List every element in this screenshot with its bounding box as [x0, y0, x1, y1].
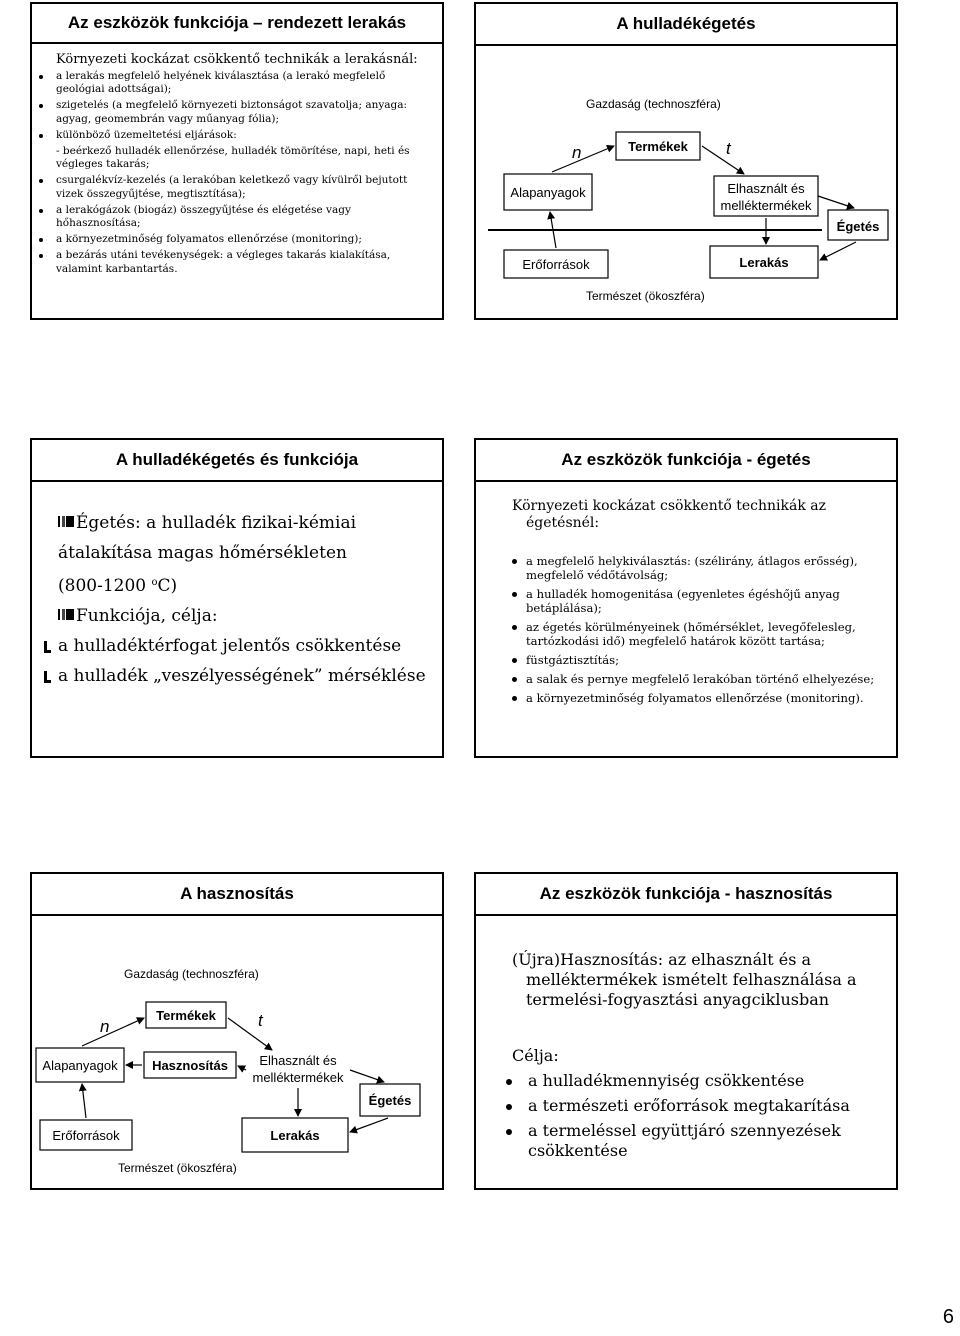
slide-title: A hulladékégetés	[476, 4, 896, 46]
corner-bullet-icon	[44, 671, 47, 680]
waste-flow-diagram	[476, 44, 896, 316]
arrow-used-burn	[350, 1070, 384, 1082]
slide-hasznositas-funkcio	[474, 872, 898, 1190]
slide-heading: Környezeti kockázat csökkentő technikák az égetésnél:	[512, 498, 826, 531]
arrow-used-recycle	[238, 1066, 246, 1070]
list-item: a megfelelő helykiválasztás: (szélirány, átlagos erősség), megfelelő védőtávolság;	[476, 554, 886, 582]
slide-title: Az eszközök funkciója - hasznosítás	[476, 874, 896, 916]
list-item: a lerakógázok (biogáz) összegyűjtése és elégetése vagy hőhasznosítása;	[32, 204, 432, 230]
arrow-products-used	[702, 146, 744, 174]
text-line: a hulladék „veszélyességének” mérséklése	[46, 661, 436, 691]
arrow-raw-products	[82, 1018, 144, 1046]
slide-title: A hasznosítás	[32, 874, 442, 916]
list-item: a környezetminőség folyamatos ellenőrzése (monitoring).	[476, 691, 886, 705]
resources-label: Erőforrások	[52, 1128, 120, 1143]
slide-body	[46, 508, 436, 691]
slide-title: Az eszközök funkciója - égetés	[476, 440, 896, 482]
technique-list	[32, 70, 432, 279]
bullet-icon	[39, 209, 43, 213]
bullet-icon	[39, 238, 43, 242]
page-number: 6	[942, 1306, 954, 1328]
resources-label: Erőforrások	[522, 257, 590, 272]
slide-egetes	[474, 438, 898, 758]
bullet-icon	[512, 592, 517, 597]
n-label: n	[572, 143, 582, 162]
used-label-1: Elhasznált és	[259, 1053, 337, 1068]
nature-label: Természet (ökoszféra)	[586, 289, 705, 303]
list-item: a lerakás megfelelő helyének kiválasztása (a lerakó megfelelő geológiai adottságai);	[32, 70, 432, 96]
slide-intro: (Újra)Hasznosítás: az elhasznált és a melléktermékek ismételt felhasználása a termelési-fogyasztási anyagciklusban	[512, 950, 857, 1009]
bullet-icon	[39, 134, 43, 138]
list-item: az égetés körülményeinek (hőmérséklet, levegőfelesleg, tartózkodási idő) megfelelő határok között tartása;	[476, 620, 886, 648]
slide-hulladekegetes	[474, 2, 898, 320]
arrow-used-burn	[818, 196, 854, 208]
bullet-icon	[506, 1079, 512, 1085]
text-line: a hulladéktérfogat jelentős csökkentése	[46, 631, 436, 661]
text-line: Égetés: a hulladék fizikai-kémiai	[46, 508, 436, 538]
slide-title: Az eszközök funkciója – rendezett lerakás	[32, 4, 442, 44]
list-item: a természeti erőforrások megtakarítása	[476, 1096, 896, 1116]
n-label: n	[100, 1017, 110, 1036]
t-label: t	[726, 139, 731, 158]
used-label-2: melléktermékek	[252, 1070, 344, 1085]
burn-label: Égetés	[836, 219, 880, 234]
landfill-label: Lerakás	[739, 255, 789, 270]
used-label-1: Elhasznált és	[727, 181, 805, 196]
economy-label: Gazdaság (technoszféra)	[124, 967, 259, 981]
products-label: Termékek	[156, 1008, 216, 1023]
nature-label: Természet (ökoszféra)	[118, 1161, 237, 1175]
slide-heading: Környezeti kockázat csökkentő technikák a lerakásnál:	[56, 52, 418, 67]
text-line: átalakítása magas hőmérsékleten	[58, 543, 347, 563]
bullet-icon	[512, 658, 517, 663]
products-label: Termékek	[628, 139, 688, 154]
goal-list	[476, 1066, 896, 1161]
gradient-bullet-icon	[58, 516, 74, 527]
list-item: a salak és pernye megfelelő lerakóban történő elhelyezése;	[476, 672, 886, 686]
slide-egetes-funkcioja	[30, 438, 444, 758]
list-item: a termeléssel együttjáró szennyezések csökkentése	[476, 1121, 896, 1161]
arrow-raw-products	[552, 146, 614, 172]
list-item: különböző üzemeltetési eljárások:	[32, 129, 432, 142]
list-item: a környezetminőség folyamatos ellenőrzése (monitoring);	[32, 233, 432, 246]
list-item: a hulladék homogenitása (egyenletes égéshőjű anyag betáplálása);	[476, 587, 886, 615]
list-item: a hulladékmennyiség csökkentése	[476, 1071, 896, 1091]
slide-title: A hulladékégetés és funkciója	[32, 440, 442, 482]
list-item: csurgalékvíz-kezelés (a lerakóban keletkező vagy kívülről bejutott vizek összegyűjtése, megtisztítása);	[32, 174, 432, 200]
arrow-burn-landfill	[350, 1118, 388, 1132]
arrow-products-used	[228, 1018, 272, 1050]
technique-list	[476, 554, 886, 710]
bullet-icon	[512, 625, 517, 630]
bullet-icon	[512, 559, 517, 564]
list-item: szigetelés (a megfelelő környezeti biztonságot szavatolja; anyaga: agyag, geomembrán vagy műanyag fólia);	[32, 99, 432, 125]
arrow-burn-landfill	[820, 242, 856, 260]
slide-hasznositas	[30, 872, 444, 1190]
landfill-label: Lerakás	[270, 1128, 320, 1143]
used-label-2: melléktermékek	[720, 198, 812, 213]
slide-rendezett-lerakas	[30, 2, 444, 320]
economy-label: Gazdaság (technoszféra)	[586, 97, 721, 111]
bullet-icon	[39, 104, 43, 108]
list-item: a bezárás utáni tevékenységek: a végleges takarás kialakítása, valamint karbantartás.	[32, 249, 432, 275]
bullet-icon	[506, 1129, 512, 1135]
goal-heading: Célja:	[512, 1046, 559, 1065]
bullet-icon	[506, 1104, 512, 1110]
arrow-resources-raw	[82, 1084, 86, 1118]
raw-label: Alapanyagok	[42, 1058, 118, 1073]
bullet-icon	[39, 254, 43, 258]
list-item: füstgáztisztítás;	[476, 653, 886, 667]
gradient-bullet-icon	[58, 609, 74, 620]
corner-bullet-icon	[44, 641, 47, 650]
bullet-icon	[39, 75, 43, 79]
raw-label: Alapanyagok	[510, 185, 586, 200]
bullet-icon	[39, 179, 43, 183]
burn-label: Égetés	[368, 1093, 412, 1108]
recycle-label: Hasznosítás	[152, 1058, 228, 1073]
bullet-icon	[512, 677, 517, 682]
bullet-icon	[512, 696, 517, 701]
t-label: t	[258, 1011, 263, 1030]
list-item: - beérkező hulladék ellenőrzése, hulladék tömörítése, napi, heti és végleges takarás;	[56, 145, 410, 171]
text-line: (800-1200 $^o$C)	[58, 576, 178, 596]
recycling-flow-diagram	[32, 914, 442, 1186]
text-line: Funkciója, célja:	[46, 601, 436, 631]
